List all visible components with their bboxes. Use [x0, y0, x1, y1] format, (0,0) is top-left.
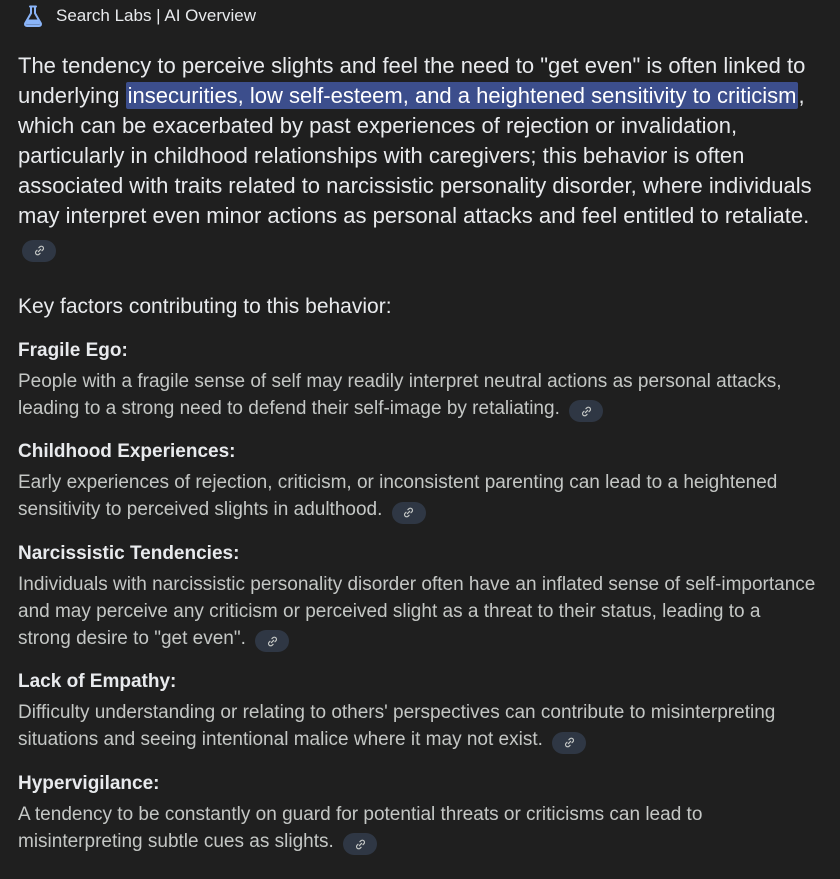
factor-item [18, 440, 818, 524]
factor-title: Hypervigilance: [18, 772, 160, 794]
flask-icon [20, 3, 46, 29]
header-title: Search Labs | AI Overview [56, 6, 257, 25]
ai-overview-header [20, 4, 256, 28]
overview-content [18, 51, 818, 855]
factor-description: Individuals with narcissistic personality disorder often have an inflated sense of self-importance and may perceive any criticism or perceived slight as a threat to their status, leading to a strong desire to "get even". [18, 571, 818, 653]
summary-text-start: The tendency to perceive slights and feel the need to "get even" is often linked to underlying [18, 53, 806, 108]
factor-title: Childhood Experiences: [18, 441, 236, 462]
link-icon [563, 736, 576, 749]
link-icon [33, 244, 46, 257]
factor-item [18, 542, 818, 653]
summary-highlight[interactable]: insecurities, low self-esteem, and a heightened sensitivity to criticism [127, 83, 797, 108]
factor-description: People with a fragile sense of self may readily interpret neutral actions as personal attacks, leading to a strong need to defend their self-image by retaliating. [18, 368, 818, 423]
source-link-button[interactable] [22, 240, 56, 262]
factor-description: Early experiences of rejection, criticism, or inconsistent parenting can lead to a heightened sensitivity to perceived slights in adulthood. [18, 469, 818, 524]
source-link-button[interactable] [392, 502, 426, 524]
source-link-button[interactable] [343, 833, 377, 855]
key-factors-heading: Key factors contributing to this behavior: [18, 294, 392, 318]
factor-description: Difficulty understanding or relating to others' perspectives can contribute to misinterpreting situations and seeing intentional malice where it may not exist. [18, 699, 818, 754]
factor-title: Narcissistic Tendencies: [18, 542, 240, 564]
link-icon [354, 838, 367, 851]
factor-item [18, 670, 818, 754]
link-icon [266, 635, 279, 648]
factor-description: A tendency to be constantly on guard for potential threats or criticisms can lead to misinterpreting subtle cues as slights. [18, 801, 818, 856]
source-link-button[interactable] [255, 630, 289, 652]
source-link-button[interactable] [569, 400, 603, 422]
source-link-button[interactable] [552, 732, 586, 754]
factor-title: Fragile Ego: [18, 339, 128, 361]
factor-item [18, 772, 818, 856]
link-icon [580, 405, 593, 418]
factor-item [18, 339, 818, 423]
overview-summary [18, 51, 818, 262]
factor-title: Lack of Empathy: [18, 671, 177, 692]
link-icon [402, 506, 415, 519]
summary-text-end: , which can be exacerbated by past experiences of rejection or invalidation, particularly in childhood relationships with caregivers; this behavior is often associated with traits related to narcissistic personality disorder, where individuals may interpret even minor actions as personal attacks and feel entitled to retaliate. [18, 83, 812, 228]
